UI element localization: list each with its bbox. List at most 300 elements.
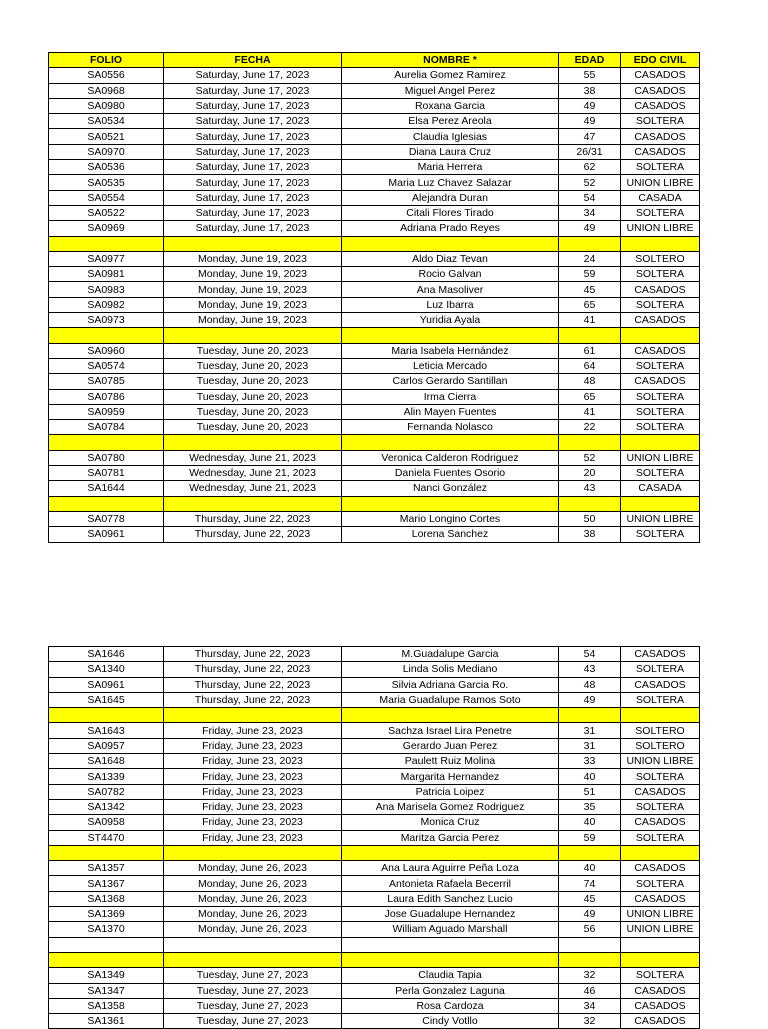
- fecha-cell[interactable]: Tuesday, June 27, 2023: [164, 968, 342, 983]
- empty-cell[interactable]: [164, 845, 342, 860]
- edo-civil-cell[interactable]: CASADOS: [621, 144, 700, 159]
- empty-cell[interactable]: [49, 435, 164, 450]
- edo-civil-cell[interactable]: UNION LIBRE: [621, 907, 700, 922]
- empty-cell[interactable]: [49, 236, 164, 251]
- fecha-cell[interactable]: Monday, June 19, 2023: [164, 282, 342, 297]
- edo-civil-cell[interactable]: SOLTERA: [621, 692, 700, 707]
- nombre-cell[interactable]: Nanci González: [342, 481, 559, 496]
- edo-civil-cell[interactable]: UNION LIBRE: [621, 754, 700, 769]
- nombre-cell[interactable]: Monica Cruz: [342, 815, 559, 830]
- nombre-cell[interactable]: Leticia Mercado: [342, 358, 559, 373]
- folio-cell[interactable]: ST4470: [49, 830, 164, 845]
- table-row: [49, 723, 700, 738]
- folio-cell[interactable]: SA0521: [49, 129, 164, 144]
- folio-cell[interactable]: SA1347: [49, 983, 164, 998]
- empty-cell[interactable]: [164, 328, 342, 343]
- nombre-cell[interactable]: Paulett Ruiz Molina: [342, 754, 559, 769]
- folio-cell[interactable]: SA0957: [49, 738, 164, 753]
- fecha-cell[interactable]: Friday, June 23, 2023: [164, 784, 342, 799]
- fecha-cell[interactable]: Tuesday, June 27, 2023: [164, 983, 342, 998]
- fecha-cell[interactable]: Monday, June 26, 2023: [164, 861, 342, 876]
- fecha-cell[interactable]: Saturday, June 17, 2023: [164, 68, 342, 83]
- folio-cell[interactable]: SA1646: [49, 647, 164, 662]
- edad-cell[interactable]: 61: [559, 343, 621, 358]
- nombre-cell[interactable]: Sachza Israel Lira Penetre: [342, 723, 559, 738]
- folio-cell[interactable]: SA0969: [49, 221, 164, 236]
- empty-cell[interactable]: [342, 952, 559, 967]
- nombre-cell[interactable]: Rocio Galvan: [342, 267, 559, 282]
- table-row: [49, 481, 700, 496]
- edo-civil-cell[interactable]: CASADOS: [621, 313, 700, 328]
- fecha-cell[interactable]: Saturday, June 17, 2023: [164, 144, 342, 159]
- empty-cell[interactable]: [559, 496, 621, 511]
- edo-civil-cell[interactable]: SOLTERA: [621, 799, 700, 814]
- edad-cell[interactable]: 46: [559, 983, 621, 998]
- header-edo-civil[interactable]: EDO CIVIL: [621, 53, 700, 68]
- nombre-cell[interactable]: Patricia Loipez: [342, 784, 559, 799]
- nombre-cell[interactable]: Citali Flores Tirado: [342, 205, 559, 220]
- header-edad[interactable]: EDAD: [559, 53, 621, 68]
- edad-cell[interactable]: 52: [559, 450, 621, 465]
- folio-cell[interactable]: SA0785: [49, 374, 164, 389]
- edad-cell[interactable]: 33: [559, 754, 621, 769]
- nombre-cell[interactable]: Veronica Calderon Rodriguez: [342, 450, 559, 465]
- edad-cell[interactable]: 32: [559, 1014, 621, 1029]
- edad-cell[interactable]: 35: [559, 799, 621, 814]
- folio-cell[interactable]: SA1648: [49, 754, 164, 769]
- nombre-cell[interactable]: Miguel Angel Perez: [342, 83, 559, 98]
- fecha-cell[interactable]: Monday, June 26, 2023: [164, 907, 342, 922]
- table-body-bottom: [49, 647, 700, 1029]
- fecha-cell[interactable]: Thursday, June 22, 2023: [164, 662, 342, 677]
- edo-civil-cell[interactable]: CASADOS: [621, 129, 700, 144]
- empty-cell[interactable]: [559, 952, 621, 967]
- empty-cell[interactable]: [164, 435, 342, 450]
- nombre-cell[interactable]: Yuridia Ayala: [342, 313, 559, 328]
- edad-cell[interactable]: 64: [559, 358, 621, 373]
- edo-civil-cell[interactable]: CASADOS: [621, 998, 700, 1013]
- edad-cell[interactable]: 65: [559, 389, 621, 404]
- folio-cell[interactable]: SA1367: [49, 876, 164, 891]
- edo-civil-cell[interactable]: CASADOS: [621, 784, 700, 799]
- edad-cell[interactable]: 47: [559, 129, 621, 144]
- edad-cell[interactable]: 31: [559, 723, 621, 738]
- fecha-cell[interactable]: Friday, June 23, 2023: [164, 738, 342, 753]
- fecha-cell[interactable]: Monday, June 19, 2023: [164, 297, 342, 312]
- edo-civil-cell[interactable]: UNION LIBRE: [621, 175, 700, 190]
- empty-cell[interactable]: [621, 496, 700, 511]
- nombre-cell[interactable]: Alejandra Duran: [342, 190, 559, 205]
- folio-cell[interactable]: SA0959: [49, 404, 164, 419]
- nombre-cell[interactable]: Ana Masoliver: [342, 282, 559, 297]
- folio-cell[interactable]: SA1645: [49, 692, 164, 707]
- edad-cell[interactable]: 40: [559, 769, 621, 784]
- edo-civil-cell[interactable]: SOLTERO: [621, 723, 700, 738]
- header-nombre[interactable]: NOMBRE *: [342, 53, 559, 68]
- fecha-cell[interactable]: Saturday, June 17, 2023: [164, 190, 342, 205]
- empty-cell[interactable]: [164, 496, 342, 511]
- folio-cell[interactable]: SA0958: [49, 815, 164, 830]
- folio-cell[interactable]: SA1369: [49, 907, 164, 922]
- nombre-cell[interactable]: Alin Mayen Fuentes: [342, 404, 559, 419]
- edo-civil-cell[interactable]: CASADOS: [621, 983, 700, 998]
- folio-cell[interactable]: SA0780: [49, 450, 164, 465]
- edo-civil-cell[interactable]: SOLTERA: [621, 389, 700, 404]
- edad-cell[interactable]: 40: [559, 861, 621, 876]
- folio-cell[interactable]: SA1357: [49, 861, 164, 876]
- edad-cell[interactable]: 52: [559, 175, 621, 190]
- nombre-cell[interactable]: Maria Guadalupe Ramos Soto: [342, 692, 559, 707]
- edad-cell[interactable]: 51: [559, 784, 621, 799]
- roster-table-bottom: [48, 646, 700, 1029]
- edo-civil-cell[interactable]: UNION LIBRE: [621, 511, 700, 526]
- fecha-cell[interactable]: Friday, June 23, 2023: [164, 769, 342, 784]
- folio-cell[interactable]: SA1349: [49, 968, 164, 983]
- table-row: [49, 891, 700, 906]
- folio-cell[interactable]: SA0784: [49, 420, 164, 435]
- edad-cell[interactable]: 34: [559, 205, 621, 220]
- nombre-cell[interactable]: Cindy Votllo: [342, 1014, 559, 1029]
- folio-cell[interactable]: SA0574: [49, 358, 164, 373]
- empty-cell[interactable]: [621, 952, 700, 967]
- fecha-cell[interactable]: Saturday, June 17, 2023: [164, 83, 342, 98]
- edo-civil-cell[interactable]: SOLTERA: [621, 205, 700, 220]
- edo-civil-cell[interactable]: CASADOS: [621, 647, 700, 662]
- fecha-cell[interactable]: Friday, June 23, 2023: [164, 815, 342, 830]
- nombre-cell[interactable]: Claudia Tapia: [342, 968, 559, 983]
- folio-cell[interactable]: SA0522: [49, 205, 164, 220]
- empty-cell[interactable]: [342, 845, 559, 860]
- edo-civil-cell[interactable]: SOLTERA: [621, 830, 700, 845]
- edad-cell[interactable]: 49: [559, 114, 621, 129]
- header-folio[interactable]: FOLIO: [49, 53, 164, 68]
- edo-civil-cell[interactable]: SOLTERO: [621, 251, 700, 266]
- nombre-cell[interactable]: Daniela Fuentes Osorio: [342, 466, 559, 481]
- empty-cell[interactable]: [621, 435, 700, 450]
- edad-cell[interactable]: 41: [559, 313, 621, 328]
- table-row: [49, 738, 700, 753]
- table-row: [49, 267, 700, 282]
- edad-cell[interactable]: 54: [559, 190, 621, 205]
- nombre-cell[interactable]: Claudia Iglesias: [342, 129, 559, 144]
- empty-cell[interactable]: [164, 708, 342, 723]
- edo-civil-cell[interactable]: CASADA: [621, 481, 700, 496]
- edo-civil-cell[interactable]: CASADOS: [621, 891, 700, 906]
- fecha-cell[interactable]: Thursday, June 22, 2023: [164, 677, 342, 692]
- fecha-cell[interactable]: Thursday, June 22, 2023: [164, 692, 342, 707]
- fecha-cell[interactable]: Monday, June 26, 2023: [164, 891, 342, 906]
- folio-cell[interactable]: SA0536: [49, 160, 164, 175]
- fecha-cell[interactable]: Saturday, June 17, 2023: [164, 114, 342, 129]
- edad-cell[interactable]: 49: [559, 221, 621, 236]
- fecha-cell[interactable]: Saturday, June 17, 2023: [164, 221, 342, 236]
- edad-cell[interactable]: 74: [559, 876, 621, 891]
- edo-civil-cell[interactable]: SOLTERA: [621, 420, 700, 435]
- nombre-cell[interactable]: Ana Laura Aguirre Peña Loza: [342, 861, 559, 876]
- edad-cell[interactable]: 32: [559, 968, 621, 983]
- empty-cell[interactable]: [621, 236, 700, 251]
- empty-cell[interactable]: [559, 708, 621, 723]
- table-row: [49, 799, 700, 814]
- edo-civil-cell[interactable]: SOLTERA: [621, 769, 700, 784]
- empty-cell[interactable]: [559, 845, 621, 860]
- folio-cell[interactable]: SA0534: [49, 114, 164, 129]
- fecha-cell[interactable]: Monday, June 19, 2023: [164, 267, 342, 282]
- nombre-cell[interactable]: Jose Guadalupe Hernandez: [342, 907, 559, 922]
- nombre-cell[interactable]: Luz Ibarra: [342, 297, 559, 312]
- fecha-cell[interactable]: Tuesday, June 20, 2023: [164, 374, 342, 389]
- edo-civil-cell[interactable]: CASADOS: [621, 815, 700, 830]
- edad-cell[interactable]: 41: [559, 404, 621, 419]
- empty-cell[interactable]: [621, 708, 700, 723]
- edad-cell[interactable]: 49: [559, 907, 621, 922]
- edad-cell[interactable]: 54: [559, 647, 621, 662]
- edo-civil-cell[interactable]: SOLTERA: [621, 267, 700, 282]
- fecha-cell[interactable]: Thursday, June 22, 2023: [164, 647, 342, 662]
- edo-civil-cell[interactable]: UNION LIBRE: [621, 221, 700, 236]
- empty-cell[interactable]: [342, 435, 559, 450]
- folio-cell[interactable]: SA0977: [49, 251, 164, 266]
- nombre-cell[interactable]: Carlos Gerardo Santillan: [342, 374, 559, 389]
- empty-cell[interactable]: [342, 937, 559, 952]
- nombre-cell[interactable]: Ana Marisela Gomez Rodriguez: [342, 799, 559, 814]
- nombre-cell[interactable]: Fernanda Nolasco: [342, 420, 559, 435]
- folio-cell[interactable]: SA0961: [49, 527, 164, 542]
- fecha-cell[interactable]: Thursday, June 22, 2023: [164, 511, 342, 526]
- empty-cell[interactable]: [559, 236, 621, 251]
- table-row: [49, 221, 700, 236]
- nombre-cell[interactable]: Gerardo Juan Perez: [342, 738, 559, 753]
- folio-cell[interactable]: SA0556: [49, 68, 164, 83]
- empty-cell[interactable]: [49, 328, 164, 343]
- fecha-cell[interactable]: Friday, June 23, 2023: [164, 799, 342, 814]
- fecha-cell[interactable]: Friday, June 23, 2023: [164, 723, 342, 738]
- nombre-cell[interactable]: Lorena Sanchez: [342, 527, 559, 542]
- folio-cell[interactable]: SA1370: [49, 922, 164, 937]
- edad-cell[interactable]: 31: [559, 738, 621, 753]
- edad-cell[interactable]: 49: [559, 692, 621, 707]
- nombre-cell[interactable]: Elsa Perez Areola: [342, 114, 559, 129]
- folio-cell[interactable]: SA0782: [49, 784, 164, 799]
- edo-civil-cell[interactable]: CASADOS: [621, 677, 700, 692]
- empty-cell[interactable]: [342, 708, 559, 723]
- edo-civil-cell[interactable]: CASADOS: [621, 343, 700, 358]
- folio-cell[interactable]: SA0778: [49, 511, 164, 526]
- empty-cell[interactable]: [621, 845, 700, 860]
- fecha-cell[interactable]: Wednesday, June 21, 2023: [164, 481, 342, 496]
- edo-civil-cell[interactable]: SOLTERA: [621, 404, 700, 419]
- folio-cell[interactable]: SA1340: [49, 662, 164, 677]
- nombre-cell[interactable]: Perla Gonzalez Laguna: [342, 983, 559, 998]
- edo-civil-cell[interactable]: SOLTERA: [621, 466, 700, 481]
- fecha-cell[interactable]: Friday, June 23, 2023: [164, 830, 342, 845]
- edad-cell[interactable]: 38: [559, 527, 621, 542]
- edo-civil-cell[interactable]: SOLTERA: [621, 297, 700, 312]
- edad-cell[interactable]: 59: [559, 267, 621, 282]
- empty-cell[interactable]: [49, 496, 164, 511]
- nombre-cell[interactable]: William Aguado Marshall: [342, 922, 559, 937]
- edad-cell[interactable]: 26/31: [559, 144, 621, 159]
- empty-cell[interactable]: [49, 937, 164, 952]
- edad-cell[interactable]: 38: [559, 83, 621, 98]
- empty-cell[interactable]: [49, 845, 164, 860]
- folio-cell[interactable]: SA0781: [49, 466, 164, 481]
- fecha-cell[interactable]: Monday, June 19, 2023: [164, 313, 342, 328]
- edo-civil-cell[interactable]: CASADOS: [621, 374, 700, 389]
- empty-cell[interactable]: [559, 435, 621, 450]
- edad-cell[interactable]: 24: [559, 251, 621, 266]
- edad-cell[interactable]: 40: [559, 815, 621, 830]
- table-row: [49, 190, 700, 205]
- edad-cell[interactable]: 20: [559, 466, 621, 481]
- empty-cell[interactable]: [164, 952, 342, 967]
- edad-cell[interactable]: 48: [559, 677, 621, 692]
- nombre-cell[interactable]: Maria Isabela Hernández: [342, 343, 559, 358]
- nombre-cell[interactable]: Aldo Diaz Tevan: [342, 251, 559, 266]
- folio-cell[interactable]: SA1358: [49, 998, 164, 1013]
- fecha-cell[interactable]: Monday, June 19, 2023: [164, 251, 342, 266]
- empty-cell[interactable]: [559, 328, 621, 343]
- folio-cell[interactable]: SA0980: [49, 98, 164, 113]
- edo-civil-cell[interactable]: CASADOS: [621, 98, 700, 113]
- empty-cell[interactable]: [49, 952, 164, 967]
- table-row: [49, 160, 700, 175]
- empty-cell[interactable]: [621, 328, 700, 343]
- fecha-cell[interactable]: Friday, June 23, 2023: [164, 754, 342, 769]
- edad-cell[interactable]: 59: [559, 830, 621, 845]
- edo-civil-cell[interactable]: SOLTERA: [621, 662, 700, 677]
- edo-civil-cell[interactable]: CASADOS: [621, 83, 700, 98]
- folio-cell[interactable]: SA0968: [49, 83, 164, 98]
- edad-cell[interactable]: 65: [559, 297, 621, 312]
- folio-cell[interactable]: SA0983: [49, 282, 164, 297]
- nombre-cell[interactable]: Margarita Hernandez: [342, 769, 559, 784]
- edo-civil-cell[interactable]: CASADA: [621, 190, 700, 205]
- nombre-cell[interactable]: Irma Cierra: [342, 389, 559, 404]
- fecha-cell[interactable]: Tuesday, June 27, 2023: [164, 998, 342, 1013]
- nombre-cell[interactable]: Mario Longino Cortes: [342, 511, 559, 526]
- empty-cell[interactable]: [164, 236, 342, 251]
- edad-cell[interactable]: 55: [559, 68, 621, 83]
- folio-cell[interactable]: SA0960: [49, 343, 164, 358]
- fecha-cell[interactable]: Tuesday, June 27, 2023: [164, 1014, 342, 1029]
- nombre-cell[interactable]: Adriana Prado Reyes: [342, 221, 559, 236]
- nombre-cell[interactable]: M.Guadalupe Garcia: [342, 647, 559, 662]
- folio-cell[interactable]: SA0970: [49, 144, 164, 159]
- fecha-cell[interactable]: Tuesday, June 20, 2023: [164, 389, 342, 404]
- fecha-cell[interactable]: Saturday, June 17, 2023: [164, 98, 342, 113]
- edo-civil-cell[interactable]: SOLTERA: [621, 527, 700, 542]
- fecha-cell[interactable]: Tuesday, June 20, 2023: [164, 358, 342, 373]
- fecha-cell[interactable]: Saturday, June 17, 2023: [164, 160, 342, 175]
- nombre-cell[interactable]: Maria Herrera: [342, 160, 559, 175]
- roster-table-top: [48, 52, 700, 543]
- edad-cell[interactable]: 62: [559, 160, 621, 175]
- edad-cell[interactable]: 34: [559, 998, 621, 1013]
- folio-cell[interactable]: SA0535: [49, 175, 164, 190]
- folio-cell[interactable]: SA1644: [49, 481, 164, 496]
- edo-civil-cell[interactable]: CASADOS: [621, 861, 700, 876]
- table-row: [49, 784, 700, 799]
- table-row: [49, 662, 700, 677]
- nombre-cell[interactable]: Laura Edith Sanchez Lucio: [342, 891, 559, 906]
- edad-cell[interactable]: 56: [559, 922, 621, 937]
- edo-civil-cell[interactable]: SOLTERA: [621, 114, 700, 129]
- edo-civil-cell[interactable]: SOLTERA: [621, 160, 700, 175]
- edo-civil-cell[interactable]: SOLTERO: [621, 738, 700, 753]
- fecha-cell[interactable]: Monday, June 26, 2023: [164, 922, 342, 937]
- fecha-cell[interactable]: Wednesday, June 21, 2023: [164, 450, 342, 465]
- nombre-cell[interactable]: Silvia Adriana Garcia Ro.: [342, 677, 559, 692]
- fecha-cell[interactable]: Thursday, June 22, 2023: [164, 527, 342, 542]
- folio-cell[interactable]: SA1339: [49, 769, 164, 784]
- empty-cell[interactable]: [49, 708, 164, 723]
- folio-cell[interactable]: SA1368: [49, 891, 164, 906]
- fecha-cell[interactable]: Monday, June 26, 2023: [164, 876, 342, 891]
- empty-cell[interactable]: [342, 496, 559, 511]
- nombre-cell[interactable]: Roxana Garcia: [342, 98, 559, 113]
- fecha-cell[interactable]: Wednesday, June 21, 2023: [164, 466, 342, 481]
- edad-cell[interactable]: 50: [559, 511, 621, 526]
- edad-cell[interactable]: 48: [559, 374, 621, 389]
- edo-civil-cell[interactable]: CASADOS: [621, 68, 700, 83]
- nombre-cell[interactable]: Linda Solis Mediano: [342, 662, 559, 677]
- nombre-cell[interactable]: Rosa Cardoza: [342, 998, 559, 1013]
- folio-cell[interactable]: SA1342: [49, 799, 164, 814]
- fecha-cell[interactable]: Tuesday, June 20, 2023: [164, 343, 342, 358]
- empty-cell[interactable]: [342, 236, 559, 251]
- folio-cell[interactable]: SA0554: [49, 190, 164, 205]
- nombre-cell[interactable]: Antonieta Rafaela Becerril: [342, 876, 559, 891]
- folio-cell[interactable]: SA1361: [49, 1014, 164, 1029]
- empty-cell[interactable]: [164, 937, 342, 952]
- folio-cell[interactable]: SA0786: [49, 389, 164, 404]
- edo-civil-cell[interactable]: UNION LIBRE: [621, 450, 700, 465]
- edo-civil-cell[interactable]: SOLTERA: [621, 358, 700, 373]
- table-row: [49, 1014, 700, 1029]
- nombre-cell[interactable]: Maria Luz Chavez Salazar: [342, 175, 559, 190]
- edad-cell[interactable]: 22: [559, 420, 621, 435]
- nombre-cell[interactable]: Maritza Garcia Perez: [342, 830, 559, 845]
- edo-civil-cell[interactable]: SOLTERA: [621, 968, 700, 983]
- folio-cell[interactable]: SA0973: [49, 313, 164, 328]
- edad-cell[interactable]: 45: [559, 282, 621, 297]
- empty-cell[interactable]: [559, 937, 621, 952]
- folio-cell[interactable]: SA0982: [49, 297, 164, 312]
- nombre-cell[interactable]: Aurelia Gomez Ramirez: [342, 68, 559, 83]
- folio-cell[interactable]: SA0961: [49, 677, 164, 692]
- edad-cell[interactable]: 45: [559, 891, 621, 906]
- edo-civil-cell[interactable]: CASADOS: [621, 1014, 700, 1029]
- nombre-cell[interactable]: Diana Laura Cruz: [342, 144, 559, 159]
- edad-cell[interactable]: 43: [559, 481, 621, 496]
- fecha-cell[interactable]: Saturday, June 17, 2023: [164, 175, 342, 190]
- fecha-cell[interactable]: Saturday, June 17, 2023: [164, 205, 342, 220]
- edo-civil-cell[interactable]: SOLTERA: [621, 876, 700, 891]
- header-fecha[interactable]: FECHA: [164, 53, 342, 68]
- edad-cell[interactable]: 49: [559, 98, 621, 113]
- edad-cell[interactable]: 43: [559, 662, 621, 677]
- folio-cell[interactable]: SA1643: [49, 723, 164, 738]
- edo-civil-cell[interactable]: UNION LIBRE: [621, 922, 700, 937]
- folio-cell[interactable]: SA0981: [49, 267, 164, 282]
- empty-cell[interactable]: [342, 328, 559, 343]
- fecha-cell[interactable]: Saturday, June 17, 2023: [164, 129, 342, 144]
- empty-cell[interactable]: [621, 937, 700, 952]
- fecha-cell[interactable]: Tuesday, June 20, 2023: [164, 404, 342, 419]
- edo-civil-cell[interactable]: CASADOS: [621, 282, 700, 297]
- fecha-cell[interactable]: Tuesday, June 20, 2023: [164, 420, 342, 435]
